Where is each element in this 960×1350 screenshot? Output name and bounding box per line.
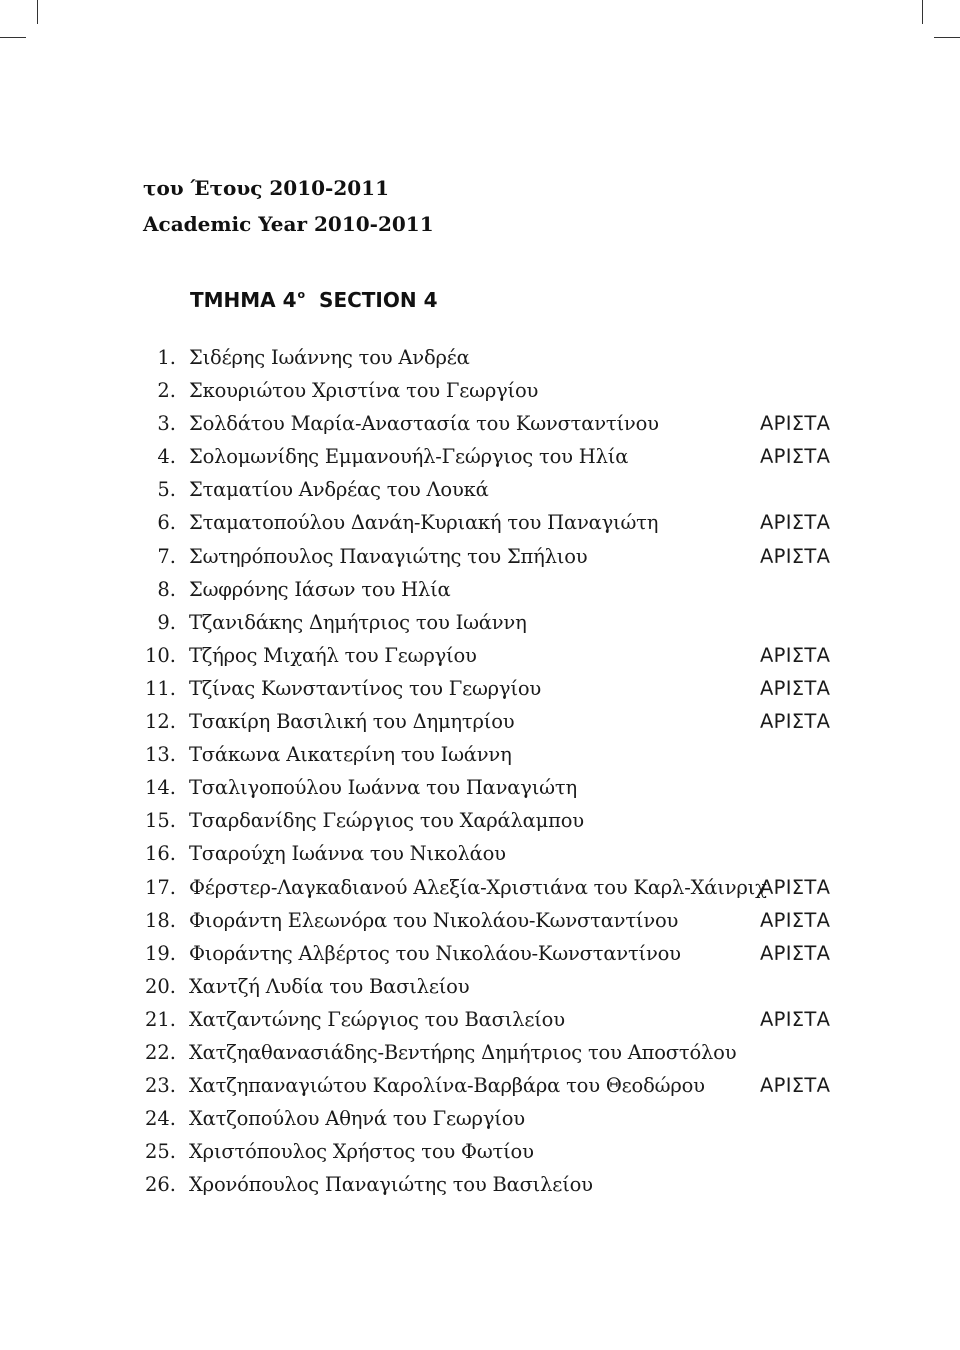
student-row	[0, 1134, 960, 1167]
student-number: 1.	[157, 346, 176, 369]
student-row	[0, 1068, 960, 1101]
student-number: 10.	[144, 643, 176, 667]
student-number: 15.	[144, 809, 176, 833]
student-grade: ΑΡΙΣΤΑ	[760, 544, 831, 568]
student-row	[0, 1167, 960, 1200]
student-number: 9.	[157, 610, 176, 634]
heading-year-english: Academic Year 2010-2011	[143, 212, 434, 236]
student-number: 18.	[144, 908, 176, 932]
student-number: 16.	[144, 842, 176, 866]
student-number: 3.	[157, 412, 176, 436]
student-row	[0, 1002, 960, 1035]
student-number: 2.	[157, 379, 176, 403]
student-row	[0, 1035, 960, 1068]
student-grade: ΑΡΙΣΤΑ	[760, 710, 831, 734]
student-row	[0, 704, 960, 737]
section-superscript: ο	[297, 288, 306, 301]
student-name: Σολδάτου Μαρία-Αναστασία του Κωνσταντίνου	[189, 412, 659, 436]
student-row	[0, 803, 960, 836]
student-row	[0, 770, 960, 803]
student-name: Τζανιδάκης Δημήτριος του Ιωάννη	[189, 610, 527, 634]
student-number: 8.	[157, 577, 176, 601]
student-name: Φέρστερ-Λαγκαδιανού Αλεξία-Χριστιάνα του Καρλ-Χάινριχ	[189, 875, 767, 899]
student-row	[0, 373, 960, 406]
student-name: Χατζηαθανασιάδης-Βεντήρης Δημήτριος του Αποστόλου	[189, 1040, 737, 1064]
student-row	[0, 936, 960, 969]
student-name: Τζήρος Μιχαήλ του Γεωργίου	[189, 643, 477, 667]
section-title	[190, 288, 438, 312]
student-row	[0, 737, 960, 770]
student-name: Σταματοπούλου Δανάη-Κυριακή του Παναγιώτη	[189, 511, 659, 535]
student-number: 5.	[157, 478, 176, 502]
student-name: Φιοράντη Ελεωνόρα του Νικολάου-Κωνσταντίνου	[189, 908, 679, 932]
student-number: 22.	[144, 1040, 176, 1064]
student-name: Τσαλιγοπούλου Ιωάννα του Παναγιώτη	[189, 776, 577, 800]
student-row	[0, 1101, 960, 1134]
student-grade: ΑΡΙΣΤΑ	[760, 676, 831, 700]
student-row	[0, 969, 960, 1002]
student-row	[0, 439, 960, 472]
crop-mark-right-top	[934, 37, 960, 38]
student-name: Χρονόπουλος Παναγιώτης του Βασιλείου	[189, 1173, 593, 1197]
student-number: 24.	[144, 1107, 176, 1131]
student-number: 6.	[157, 511, 176, 535]
section-title-greek: ΤΜΗΜΑ 4	[190, 288, 297, 312]
student-name: Σταματίου Ανδρέας του Λουκά	[189, 478, 489, 502]
student-name: Φιοράντης Αλβέρτος του Νικολάου-Κωνσταντίνου	[189, 941, 681, 965]
student-number: 13.	[144, 743, 176, 767]
heading-year-greek: του Έτους 2010-2011	[143, 176, 390, 200]
student-number: 17.	[144, 875, 176, 899]
student-name: Χατζηπαναγιώτου Καρολίνα-Βαρβάρα του Θεοδώρου	[189, 1074, 705, 1098]
student-name: Χριστόπουλος Χρήστος του Φωτίου	[189, 1140, 534, 1164]
student-name: Χατζοπούλου Αθηνά του Γεωργίου	[189, 1107, 525, 1131]
student-name: Χατζαντώνης Γεώργιος του Βασιλείου	[189, 1007, 565, 1031]
student-row	[0, 870, 960, 903]
crop-mark-top-right	[922, 0, 923, 24]
student-row	[0, 605, 960, 638]
student-name: Τσαρδανίδης Γεώργιος του Χαράλαμπου	[189, 809, 584, 833]
student-row	[0, 638, 960, 671]
student-grade: ΑΡΙΣΤΑ	[760, 908, 831, 932]
student-row	[0, 539, 960, 572]
student-grade: ΑΡΙΣΤΑ	[760, 445, 831, 469]
student-row	[0, 406, 960, 439]
student-number: 19.	[144, 941, 176, 965]
student-name: Σιδέρης Ιωάννης του Ανδρέα	[189, 346, 470, 369]
student-row	[0, 505, 960, 538]
student-name: Σωτηρόπουλος Παναγιώτης του Σπήλιου	[189, 544, 588, 568]
student-name: Τζίνας Κωνσταντίνος του Γεωργίου	[189, 676, 542, 700]
student-name: Σολομωνίδης Εμμανουήλ-Γεώργιος του Ηλία	[189, 445, 629, 469]
student-grade: ΑΡΙΣΤΑ	[760, 875, 831, 899]
section-title-english: SECTION 4	[319, 288, 438, 312]
student-row	[0, 671, 960, 704]
student-grade: ΑΡΙΣΤΑ	[760, 643, 831, 667]
student-name: Χαντζή Λυδία του Βασιλείου	[189, 974, 470, 998]
student-name: Σωφρόνης Ιάσων του Ηλία	[189, 577, 451, 601]
student-grade: ΑΡΙΣΤΑ	[760, 941, 831, 965]
crop-mark-top-left	[37, 0, 38, 24]
student-number: 25.	[144, 1140, 176, 1164]
student-list	[0, 340, 960, 1200]
student-name: Τσαρούχη Ιωάννα του Νικολάου	[189, 842, 506, 866]
student-row	[0, 836, 960, 869]
student-row	[0, 903, 960, 936]
student-grade: ΑΡΙΣΤΑ	[760, 412, 831, 436]
student-number: 12.	[144, 710, 176, 734]
student-row	[0, 472, 960, 505]
student-number: 11.	[144, 676, 176, 700]
student-grade: ΑΡΙΣΤΑ	[760, 1074, 831, 1098]
student-number: 23.	[144, 1074, 176, 1098]
student-grade: ΑΡΙΣΤΑ	[760, 1007, 831, 1031]
student-grade: ΑΡΙΣΤΑ	[760, 511, 831, 535]
student-name: Τσακίρη Βασιλική του Δημητρίου	[189, 710, 515, 734]
student-number: 21.	[144, 1007, 176, 1031]
student-row	[0, 572, 960, 605]
student-name: Σκουριώτου Χριστίνα του Γεωργίου	[189, 379, 539, 403]
student-number: 7.	[157, 544, 176, 568]
student-number: 20.	[144, 974, 176, 998]
crop-mark-left-top	[0, 37, 26, 38]
student-number: 26.	[144, 1173, 176, 1197]
student-row	[0, 340, 960, 373]
student-number: 4.	[157, 445, 176, 469]
student-name: Τσάκωνα Αικατερίνη του Ιωάννη	[189, 743, 512, 767]
student-number: 14.	[144, 776, 176, 800]
